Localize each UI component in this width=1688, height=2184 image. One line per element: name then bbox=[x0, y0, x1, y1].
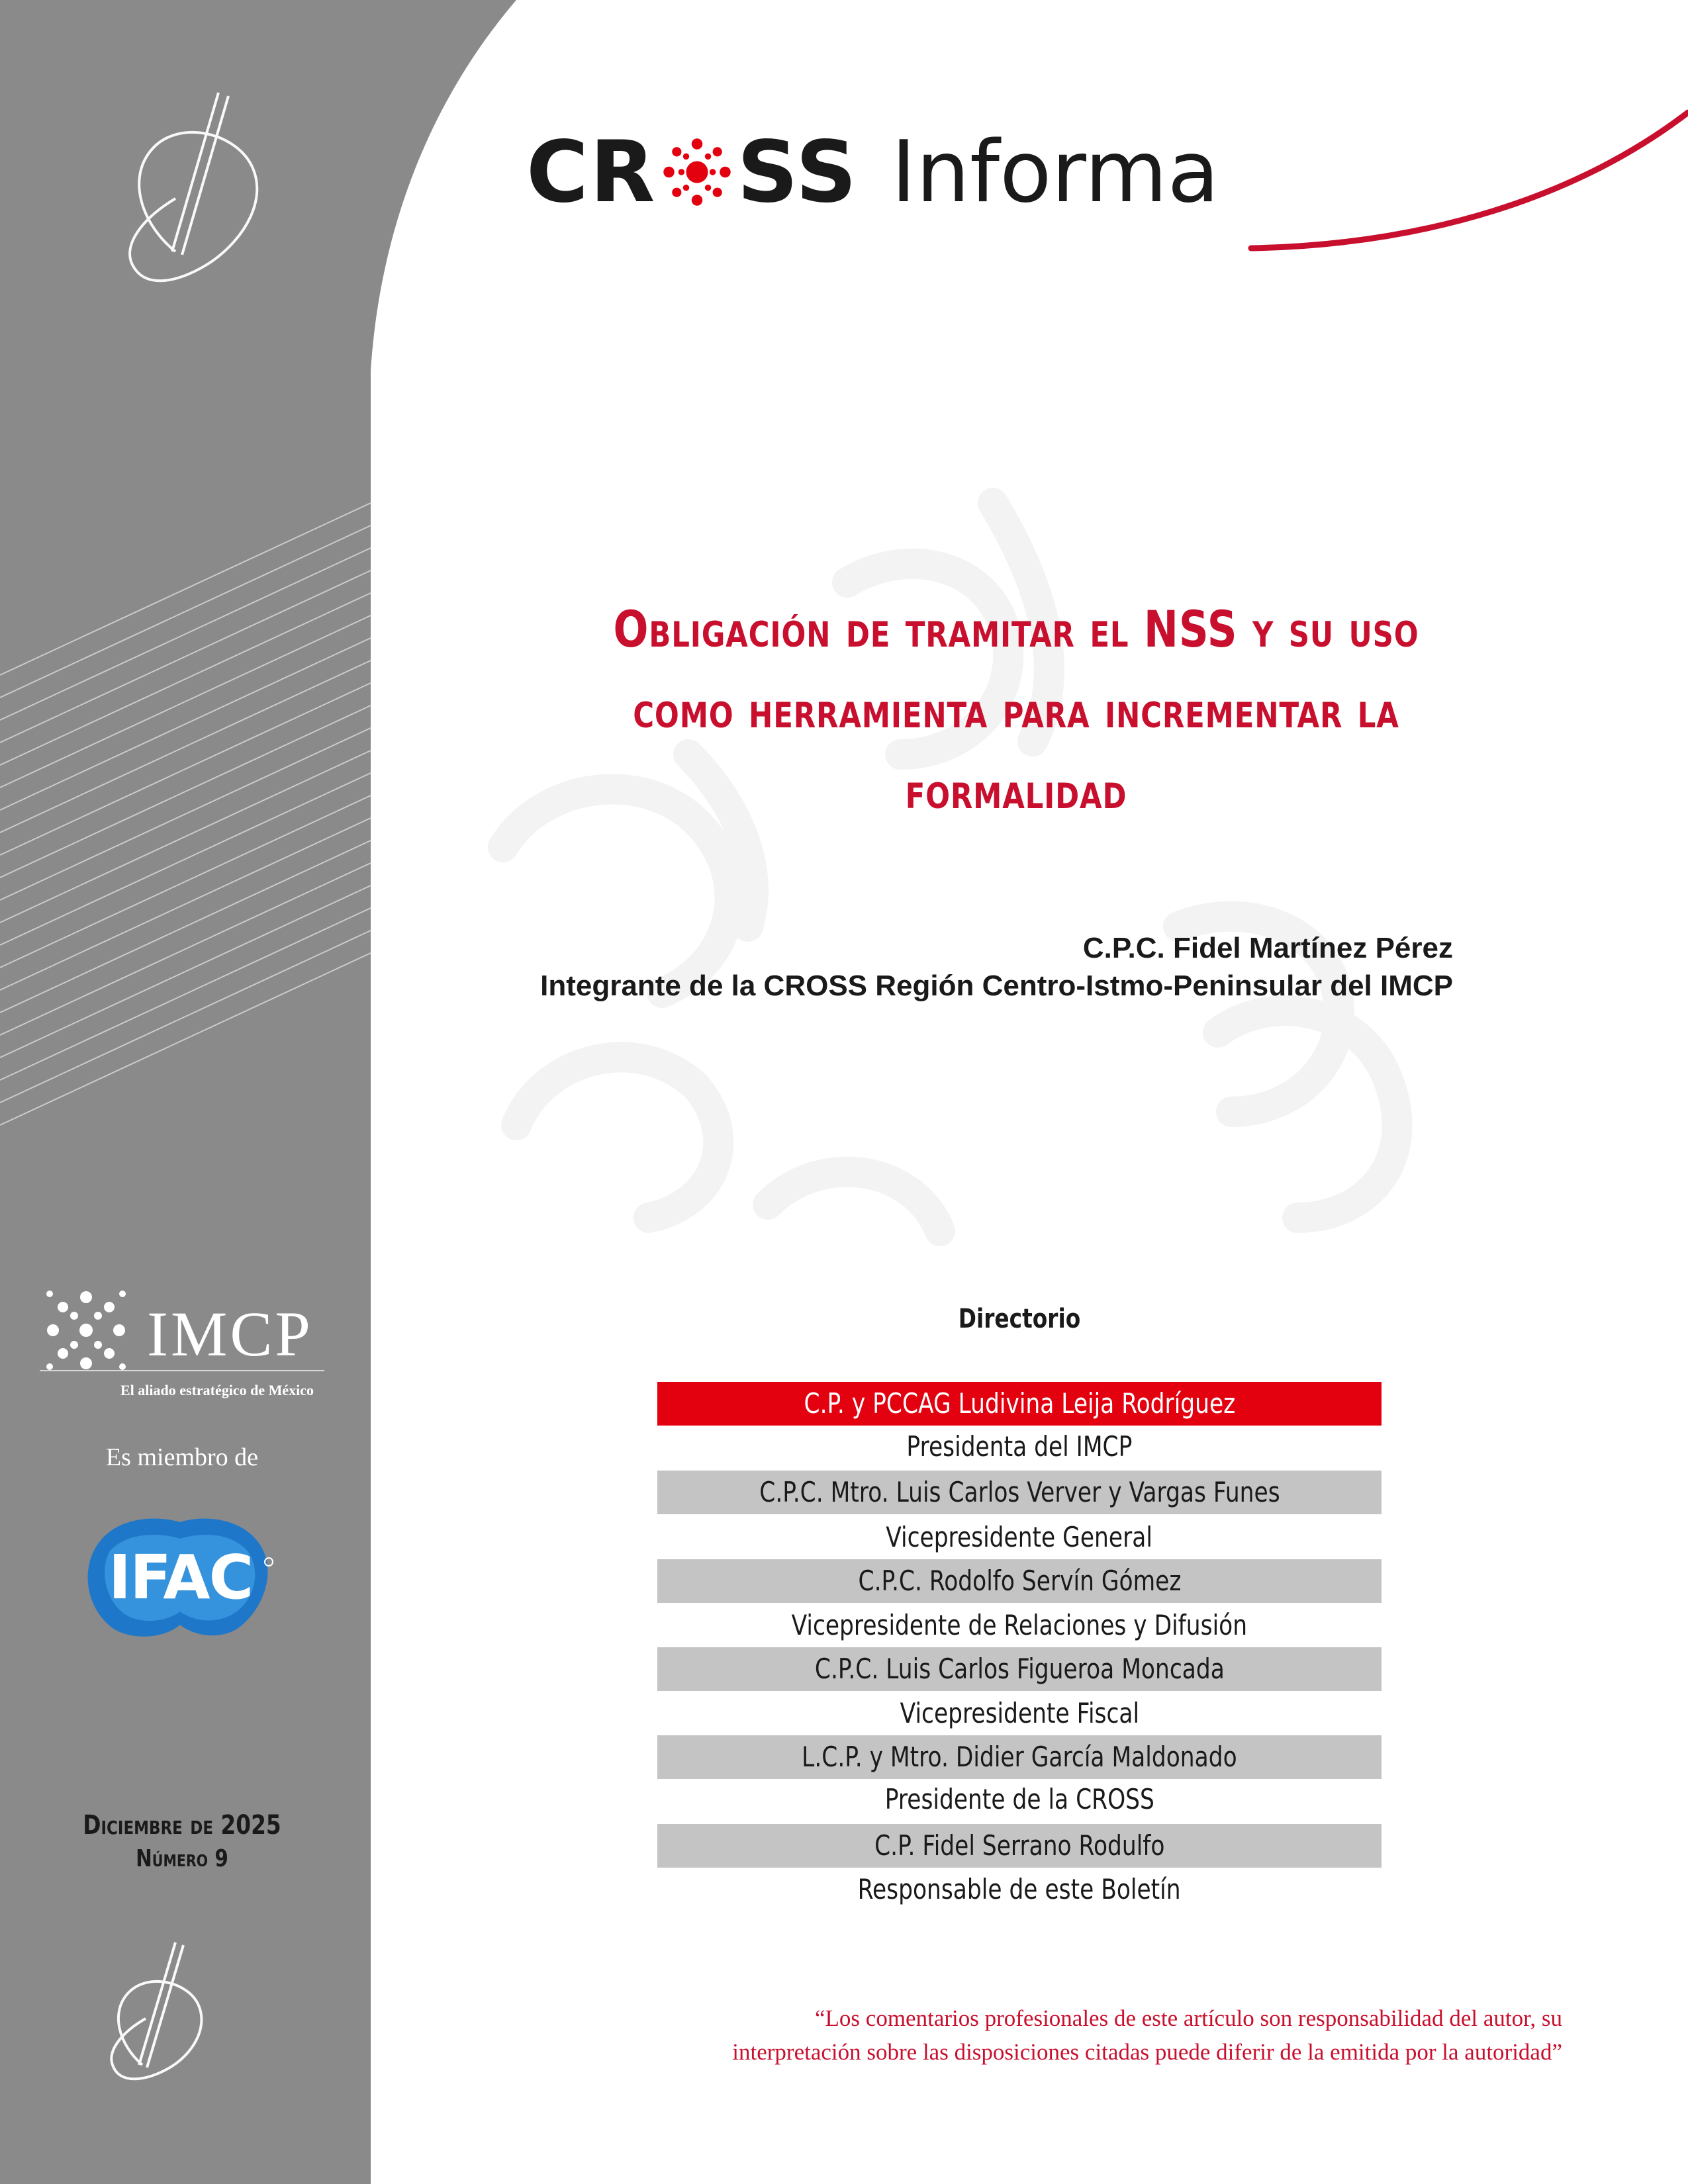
directory-row-text: Vicepresidente General bbox=[886, 1521, 1153, 1553]
directory-heading: Directorio bbox=[958, 1304, 1081, 1334]
directory-row-text: C.P.C. Mtro. Luis Carlos Verver y Vargas Funes bbox=[759, 1476, 1280, 1508]
directory-name bbox=[657, 1824, 1382, 1868]
issue-number: Número 9 bbox=[136, 1845, 228, 1872]
directory-name bbox=[657, 1647, 1382, 1691]
disclaimer-line-2: interpretación sobre las disposiciones citadas puede diferir de la emitida por la autoridad” bbox=[732, 2039, 1562, 2065]
author-role: Integrante de la CROSS Región Centro-Istmo-Peninsular del IMCP bbox=[540, 970, 1453, 1002]
cross-sun-icon bbox=[658, 133, 736, 211]
member-of-label: Es miembro de bbox=[105, 1443, 259, 1471]
directory-row-text: C.P. Fidel Serrano Rodulfo bbox=[874, 1829, 1165, 1862]
directory-name bbox=[657, 1735, 1382, 1779]
brand-cr: CR bbox=[526, 122, 657, 222]
directory-row-text: Presidenta del IMCP bbox=[906, 1430, 1133, 1463]
directory-role bbox=[657, 1604, 1382, 1647]
imcp-divider bbox=[40, 1370, 324, 1371]
title-line: como herramienta para incrementar la bbox=[633, 680, 1399, 739]
title-line: Obligación de tramitar el NSS y su uso bbox=[613, 600, 1419, 659]
directory-role bbox=[657, 1868, 1382, 1911]
directory-row-text: C.P. y PCCAG Ludivina Leija Rodríguez bbox=[804, 1387, 1235, 1420]
header-red-arc bbox=[1251, 113, 1688, 248]
brand-informa: Informa bbox=[891, 122, 1219, 222]
directory-name bbox=[657, 1471, 1382, 1514]
directory-name bbox=[657, 1382, 1382, 1426]
article-title bbox=[606, 589, 1426, 831]
directory-row-text: Responsable de este Boletín bbox=[857, 1873, 1181, 1905]
directory-row-text: Vicepresidente Fiscal bbox=[900, 1697, 1139, 1729]
directory-role bbox=[657, 1692, 1382, 1735]
directory-role bbox=[657, 1425, 1382, 1469]
cross-informa-logo bbox=[526, 119, 1219, 225]
imcp-tagline: El aliado estratégico de México bbox=[120, 1382, 314, 1398]
directory-row-text: C.P.C. Rodolfo Servín Gómez bbox=[858, 1565, 1181, 1597]
directory-role bbox=[657, 1778, 1382, 1821]
brand-ss: SS bbox=[737, 122, 859, 222]
imcp-name: IMCP bbox=[147, 1298, 313, 1369]
directory-row-text: Vicepresidente de Relaciones y Difusión bbox=[791, 1609, 1248, 1641]
issue-date: Diciembre de 2025 bbox=[83, 1810, 281, 1841]
ifac-label: IFAC bbox=[108, 1542, 253, 1613]
directory-row-text: Presidente de la CROSS bbox=[884, 1783, 1154, 1815]
directory-row-text: L.C.P. y Mtro. Didier García Maldonado bbox=[802, 1741, 1237, 1773]
disclaimer-line-1: “Los comentarios profesionales de este artículo son responsabilidad del autor, su bbox=[815, 2005, 1562, 2031]
directory-name bbox=[657, 1559, 1382, 1603]
directory-row-text: C.P.C. Luis Carlos Figueroa Moncada bbox=[814, 1653, 1225, 1685]
title-line: formalidad bbox=[905, 761, 1127, 820]
directory-role bbox=[657, 1516, 1382, 1559]
author-name: C.P.C. Fidel Martínez Pérez bbox=[1082, 932, 1453, 964]
